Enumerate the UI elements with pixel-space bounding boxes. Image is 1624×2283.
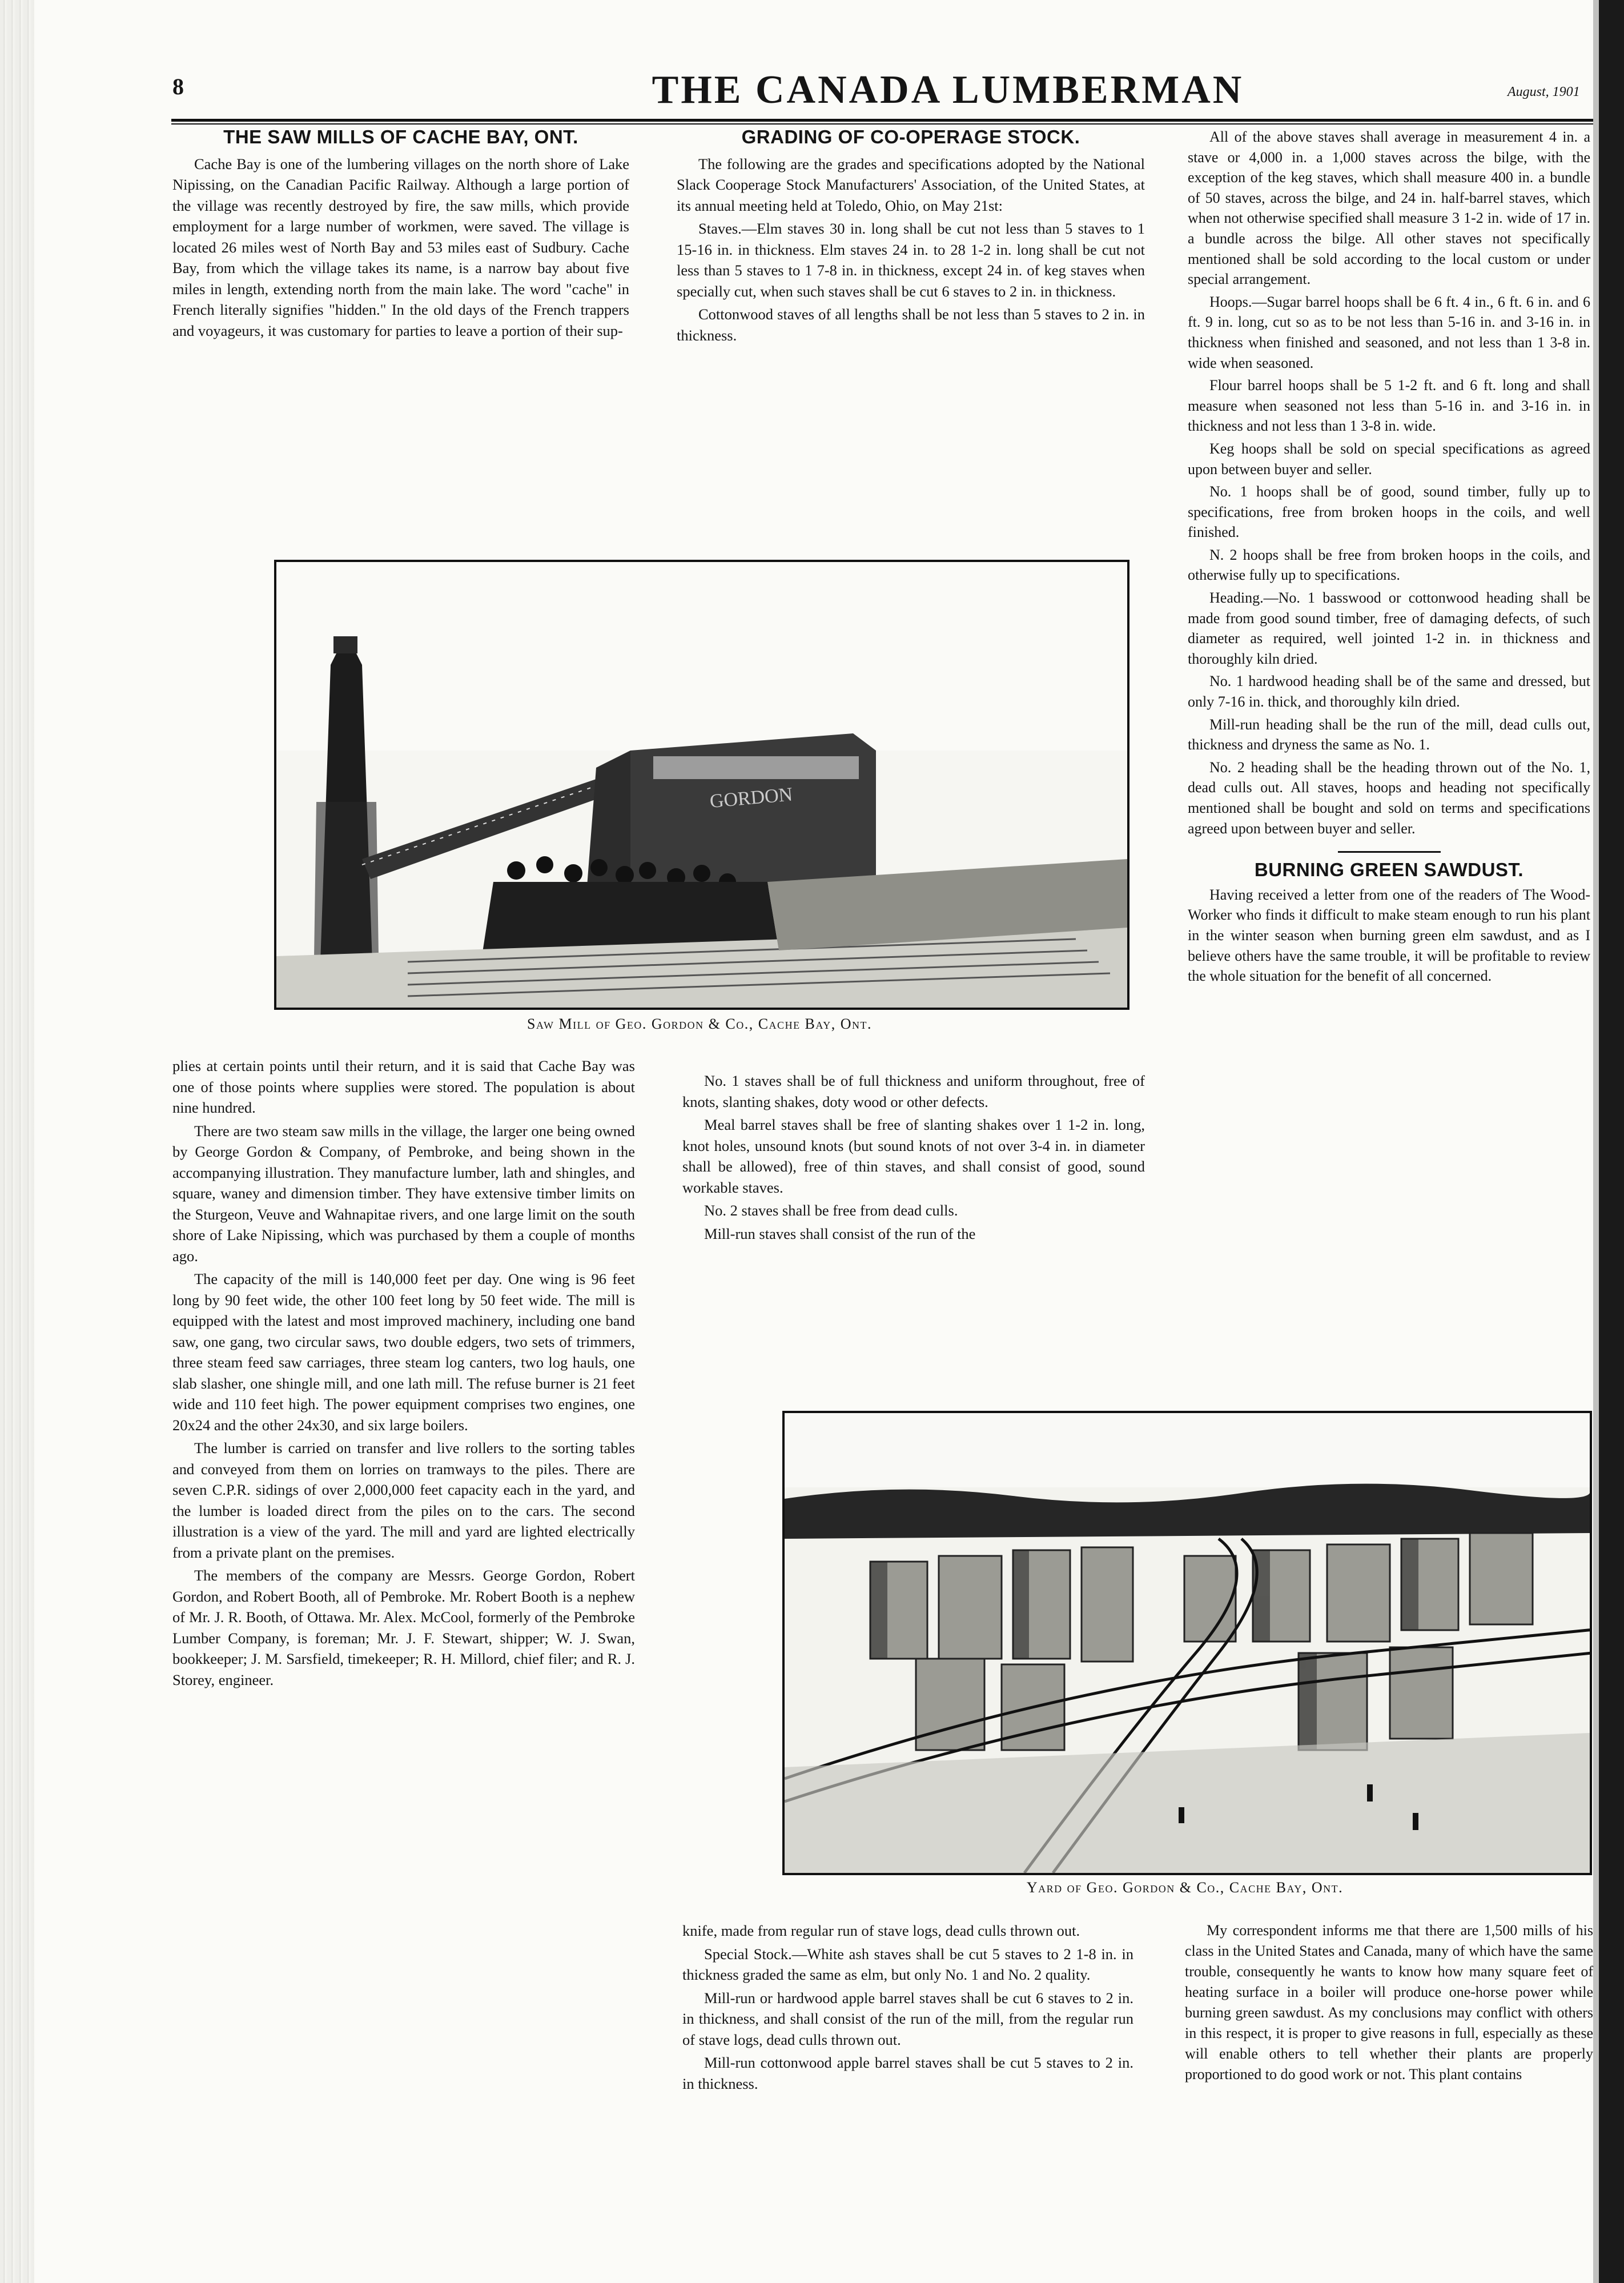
cottonwood-apple-paragraph: Mill-run cottonwood apple barrel staves shall be cut 5 staves to 2 in. in thickness. (682, 2054, 1133, 2092)
apple-barrel-paragraph: Mill-run or hardwood apple barrel staves shall be cut 6 staves to 2 in. in thickness, and shall consist of the run of the mill, from the regular run of stave logs, dead culls thrown out. (682, 1989, 1133, 2048)
svg-text:GORDON: GORDON (709, 784, 794, 812)
hardwood-heading-paragraph: No. 1 hardwood heading shall be of the same and dressed, but only 7-16 in. thick, and thoroughly kiln dried. (1188, 673, 1590, 711)
no2-heading-paragraph: No. 2 heading shall be the heading thrown out of the No. 1, dead culls out. All staves, hoops and heading not specifically mentioned shall be bought and sold on terms and specifications agreed upon between buyer and seller. (1188, 759, 1590, 837)
no2-staves-paragraph: No. 2 staves shall be free from dead culls. (704, 1202, 958, 1219)
sawmills-paragraph-lumber: The lumber is carried on transfer and live rollers to the sorting tables and conveyed from them on lorries on tramways to the piles. There are seven C.P.R. sidings of over 2,000,000 feet capacity each in the yard, and the lumber is loaded direct from the piles on to the cars. The second illustration is a view of the yard. The mill and yard are lighted electrically from a private plant on the premises. (172, 1439, 635, 1561)
sawmills-paragraph-members: The members of the company are Messrs. George Gordon, Robert Gordon, and Robert Booth, all of Pembroke. Mr. Robert Booth is a nephew of Mr. J. R. Booth, of Ottawa. Mr. Alex. McCool, formerly of the Pembroke Lumber Company, is foreman; Mr. J. F. Stewart, shipper; W. J. Swan, bookkeeper; J. M. Sarsfield, timekeeper; R. H. Millord, chief filer; and R. J. Storey, engineer. (172, 1567, 635, 1688)
book-binding-edge (0, 0, 34, 2283)
saw-mill-caption: Saw Mill of Geo. Gordon & Co., Cache Bay, Ont. (526, 1016, 873, 1032)
column-2-bottom (682, 1920, 1133, 2094)
lumber-yard-photo (782, 1411, 1592, 1875)
column-1-top (172, 127, 629, 341)
cooperage-paragraph-cottonwood: Cottonwood staves of all lengths shall be not less than 5 staves to 2 in. in thickness. (677, 306, 1145, 344)
sawmills-continued: plies at certain points until their return, and it is said that Cache Bay was one of those points where supplies were stored. The population is about nine hundred. (172, 1057, 635, 1116)
column-3-bottom (1185, 1920, 1593, 2085)
cooperage-paragraph-staves: Staves.—Elm staves 30 in. long shall be cut not less than 5 staves to 1 15-16 in. in thickness. Elm staves 24 in. to 28 1-2 in. long shall be cut not less than 5 staves to 1 7-8 in. in thickness, except 24 in. of keg staves when specially cut, when such staves shall be cut 6 staves to 2 in. in thickness. (677, 220, 1145, 300)
no1-staves-paragraph: No. 1 staves shall be of full thickness and uniform throughout, free of knots, slanting shakes, doty wood or other defects. (682, 1072, 1145, 1110)
heading-paragraph: Heading.—No. 1 basswood or cottonwood heading shall be made from good sound timber, free of damaging defects, of such diameter as required, well jointed 1-2 in. in thickness and thoroughly kiln dried. (1188, 589, 1590, 667)
cooperage-paragraph-1: The following are the grades and specifications adopted by the National Slack Cooperage Stock Manufacturers' Association, of the United States, at its annual meeting held at Toledo, Ohio, on May 21st: (677, 155, 1145, 214)
saw-mill-illustration (276, 562, 1127, 1008)
column-2-top (677, 127, 1145, 346)
masthead-rule (171, 119, 1593, 122)
sawmills-paragraph-2: There are two steam saw mills in the village, the larger one being owned by George Gordon & Company, of Pembroke, and being shown in the accompanying illustration. They manufacture lumber, lath and shingles, and square, waney and dimension timber. They have extensive timber limits on the Sturgeon, Veuve and Wahnapitae rivers, and one large limit on the south shore of Lake Nipissing, which was purchased by them a couple of months ago. (172, 1122, 635, 1265)
sawdust-heading: BURNING GREEN SAWDUST. (1254, 859, 1524, 881)
millrun-heading-paragraph: Mill-run heading shall be the run of the mill, dead culls out, thickness and dryness the same as No. 1. (1188, 716, 1590, 753)
saw-mill-photo (274, 560, 1129, 1010)
column-2-middle (682, 1070, 1145, 1244)
issue-dateline: August, 1901 (1508, 85, 1580, 99)
sawmills-heading: THE SAW MILLS OF CACHE BAY, ONT. (223, 126, 578, 147)
masthead-title: THE CANADA LUMBERMAN (652, 68, 1244, 112)
sawmills-paragraph-capacity: The capacity of the mill is 140,000 feet per day. One wing is 96 feet long by 90 feet wide, the other 100 feet long by 50 feet wide. The mill is equipped with the latest and most improved machinery, including one band saw, one gang, two circular saws, two double edgers, two sets of trimmers, three steam feed saw carriages, three steam log canters, two log hauls, one slab slasher, one shingle mill, and one lath mill. The refuse burner is 21 feet wide and 110 feet high. The power equipment comprises two engines, one 20x24 and the other 24x30, and six large boilers. (172, 1270, 635, 1434)
sawdust-paragraph-1: Having received a letter from one of the readers of The Wood-Worker who finds it difficult to make steam enough to run his plant in the winter season when burning green elm sawdust, and as I believe others have the same trouble, it will be profitable to review the whole situation for the benefit of all concerned. (1188, 886, 1590, 985)
millrun-staves-continued: knife, made from regular run of stave logs, dead culls thrown out. (682, 1922, 1080, 1939)
column-1-lower (172, 1056, 635, 1690)
section-divider (1338, 851, 1441, 853)
cooperage-heading: GRADING OF CO-OPERAGE STOCK. (741, 126, 1080, 147)
keg-hoops-paragraph: Keg hoops shall be sold on special specifications as agreed upon between buyer and seller. (1188, 440, 1590, 478)
flour-hoops-paragraph: Flour barrel hoops shall be 5 1-2 ft. and 6 ft. long and shall measure when seasoned not less than 5-16 in. and 3-16 in. in thickness and not less than 1 3-8 in. wide. (1188, 377, 1590, 435)
no1-hoops-paragraph: No. 1 hoops shall be of good, sound timber, fully up to specifications, free from broken hoops in the coils, and well finished. (1188, 483, 1590, 541)
sawmills-paragraph-1: Cache Bay is one of the lumbering villages on the north shore of Lake Nipissing, on the Canadian Pacific Railway. Although a large portion of the village was recently destroyed by fire, the saw mills, which provide employment for a large number of workmen, were saved. The village is located 26 miles west of North Bay and 53 miles east of Sudbury. Cache Bay, from which the village takes its name, is a narrow bay about five miles in length, extending north from the main lake. The word "cache" in French literally signifies "hidden." In the old days of the French trappers and voyageurs, it was customary for parties to leave a portion of their sup- (172, 155, 629, 339)
page-edge-dark (1599, 0, 1624, 2283)
millrun-staves-paragraph: Mill-run staves shall consist of the run of the (704, 1225, 976, 1242)
hoops-paragraph: Hoops.—Sugar barrel hoops shall be 6 ft. 4 in., 6 ft. 6 in. and 6 ft. 9 in. long, cut so as to be not less than 5-16 in. and 3-16 in. in thickness when finished and seasoned, and not less than 1 3-8 in. wide when seasoned. (1188, 293, 1590, 371)
sawdust-paragraph-2: My correspondent informs me that there are 1,500 mills of his class in the United States and Canada, many of which have the same trouble, consequently he wants to know how many square feet of heating surface in a boiler will produce one-horse power while burning green sawdust. As my conclusions may conflict with others in this respect, it is proper to give reasons in full, especially as these will enable others to tell whether their plants are properly proportioned to do good work or not. This plant contains (1185, 1922, 1593, 2083)
column-3 (1188, 127, 1590, 986)
yard-caption: Yard of Geo. Gordon & Co., Cache Bay, Ont. (1026, 1879, 1344, 1896)
staves-average-paragraph: All of the above staves shall average in measurement 4 in. a stave or 4,000 in. a 1,000 staves across the bilge, with the exception of the keg staves, which shall measure 400 in. a bundle of 50 staves, across the bilge, and 24 in. half-barrel staves, which when not otherwise specified shall measure 3 1-2 in. wide of 17 in. a bundle across the bilge. All other staves not specifically mentioned shall be sold according to the local custom or under special arrangement. (1188, 129, 1590, 288)
masthead-rule-thin (171, 123, 1593, 125)
special-stock-paragraph: Special Stock.—White ash staves shall be cut 5 staves to 2 1-8 in. in thickness graded the same as elm, but only No. 1 and No. 2 quality. (682, 1945, 1133, 1983)
no2-hoops-paragraph: N. 2 hoops shall be free from broken hoops in the coils, and otherwise fully up to specifications. (1188, 546, 1590, 584)
page-number: 8 (172, 74, 184, 99)
lumber-yard-illustration (785, 1413, 1590, 1873)
meal-barrel-paragraph: Meal barrel staves shall be free of slanting shakes over 1 1-2 in. long, knot holes, unsound knots (but sound knots of not over 3-4 in. in diameter shall be allowed), free of thin staves, and shall consist of good, sound workable staves. (682, 1116, 1145, 1196)
